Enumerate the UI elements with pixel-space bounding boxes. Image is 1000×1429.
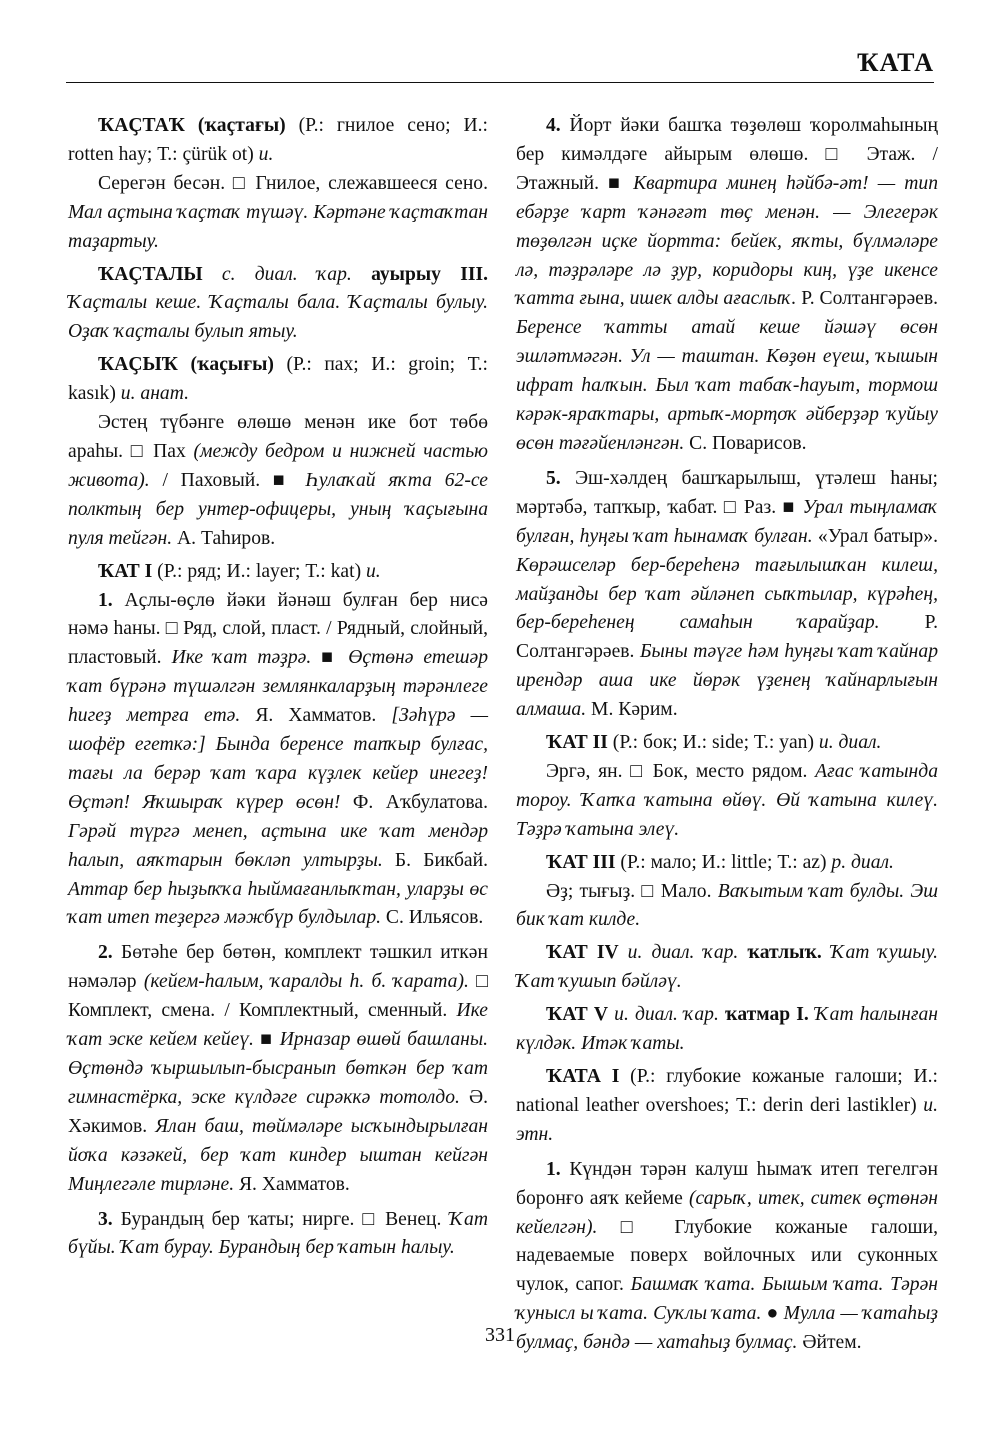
example: [Зәһүрә — шофёр егеткә:] Бында беренсе тапҡыр булғас, тағы ла берәр ҡат ҡара күҙлек кейер инегеҙ! Өҫтәп! Яҡшыраҡ күрер өсөн! xyxy=(68,705,488,813)
sense-3 xyxy=(68,1206,488,1264)
sense-number: 1. xyxy=(546,1158,561,1180)
citation: А. Таһиров. xyxy=(172,527,276,549)
gloss: (сарыҡ, итек, ситек өҫтөнән кейелгән). xyxy=(516,1187,938,1238)
example: Мулла — ҡатаһыҙ булмаҫ, бәндә — хатаһыҙ булмаҫ. xyxy=(516,1303,938,1354)
example: Беренсе ҡатты атай кеше йәшәү өсөн эшләтмәгән. Ул — таштан. Көҙөн еүеш, ҡышын ифрат һалҡын. Был ҡат табаҡ-һауыт, тормош кәрәк-яраҡтары, артыҡ-морҭоҡ әйберҙәр ҡуйыу өсөн тәғәйенләнгән. xyxy=(516,317,938,454)
citation: С. Поварисов. xyxy=(684,432,807,454)
pos-label: и. диал. ҡар. xyxy=(618,942,748,964)
citation: Әйтем. xyxy=(797,1332,862,1354)
definition xyxy=(516,758,938,845)
pos-label: и. анат. xyxy=(120,383,189,405)
definition-text: □ Глубокие кожаные галоши, надеваемые поверх войлочных или суконных чулок, сапог. xyxy=(516,1216,938,1296)
headword: ҠАТ I xyxy=(98,560,153,582)
citation: «Урал батыр». xyxy=(812,525,938,547)
entry-qata-1 xyxy=(516,1063,938,1150)
example: Ҡаҫталы кеше. Ҡаҫталы бала. Ҡаҫталы булыу. Оҙаҡ ҡаҫталы булып ятыу. xyxy=(68,292,488,343)
right-column xyxy=(516,112,938,1358)
etymology: (Р.: глубокие кожаные галоши; И.: national leather overshoes; Т.: derin deri lastikler) xyxy=(516,1066,938,1116)
cross-reference: ауырыу III. xyxy=(371,263,488,285)
definition-text: Йорт йәки башҡа төҙөлөш ҡоролмаһының бер кимәлдәге айырым өлөшө. □ Этаж. / Этажный. ■ xyxy=(516,115,938,194)
etymology: (Р.: бок; И.: side; Т.: yan) xyxy=(607,732,819,754)
example: Ҡат ҡушыу. Ҡат ҡушып бәйләү. xyxy=(516,942,938,993)
citation: С. Ильясов. xyxy=(381,907,484,929)
sense-5 xyxy=(516,465,938,725)
citation: М. Кәрим. xyxy=(586,699,678,721)
pos-label: р. диал. xyxy=(831,851,894,873)
example: Урал тыңламаҡ булған, һуңғы ҡат һынамаҡ булған. xyxy=(516,496,938,547)
citation: Ә. Хәкимов. xyxy=(68,1086,488,1137)
etymology: (Р.: пах; И.: groin; Т.: kasık) xyxy=(68,354,488,405)
headword: ҠАТ II xyxy=(546,732,608,754)
example: Мал аҫтына ҡаҫтаҡ түшәү. Кәртәне ҡаҫтаҡтан таҙартыу. xyxy=(68,201,488,252)
sense-number: 1. xyxy=(98,589,113,611)
pos-label: и. xyxy=(258,143,274,165)
headword: ҠАТ III xyxy=(546,851,616,873)
example: Аттар бер һыҙыҡҡа һыймағанлыҡтан, уларҙы өс ҡат итеп теҙергә мәжбүр булдылар. xyxy=(68,878,488,929)
page-number: 331 xyxy=(485,1324,515,1346)
example: Көрәшселәр бер-береһенә тағылышҡан килеш, майҙанды бер ҡат әйләнеп сыҡтылар, күрәһең, бер-береһенең самаһын ҡарайҙар. xyxy=(516,554,938,634)
entry-qat-3 xyxy=(516,849,938,878)
pos-label: и. диал. ҡар. xyxy=(608,1004,725,1026)
sense-number: 4. xyxy=(546,115,561,136)
entry-qastaq xyxy=(68,112,488,170)
example: Ҡат бүйы. Ҡат бурау. Бурандың бер ҡатын һалыу. xyxy=(68,1208,488,1259)
definition-text: Бөтәһе бер бөтөн, комплект тәшкил иткән нәмәләр xyxy=(68,942,488,993)
cross-reference: ҡатмар I. xyxy=(725,1004,809,1026)
separator: ■ xyxy=(311,647,349,669)
sense-2 xyxy=(68,939,488,1199)
pos-label: и. xyxy=(366,560,381,582)
sense-1 xyxy=(68,587,488,934)
citation: Я. Хамматов. xyxy=(240,705,392,727)
entry-qat-1 xyxy=(68,558,488,587)
sense-number: 2. xyxy=(98,942,113,964)
example: Квартира минең һәйбә-әт! — тип ебәрҙе ҡарт ҡәнәғәт төҫ менән. — Элегерәк төҙөлгән иҫке йортта: бейек, яҡты, бүлмәләре лә, тәҙрәләре лә ҙур, коридоры киң, үҙе икенсе ҡатта ғына, ишек алды ағаслыҡ. xyxy=(516,172,938,310)
example: Ағас ҡатында тороу. Ҡапҡа ҡатына өйөү. Өй ҡатына килеү. Тәҙрә ҡатына элеү. xyxy=(516,760,938,840)
headword: ҠАҪЫҠ (ҡаҫығы) xyxy=(98,354,274,376)
headword: ҠАТ IV xyxy=(546,942,619,964)
sense-4 xyxy=(516,112,938,459)
left-column xyxy=(68,112,488,1263)
definition-text: Бурандың бер ҡаты; нирге. □ Венец. xyxy=(112,1208,450,1230)
gloss: (кейем-һалым, ҡаралды һ. б. ҡарата). xyxy=(143,971,469,993)
example: Һулаҡай яҡта 62-се полктың бер унтер-офицеры, уның ҡаҫығына пуля тейгән. xyxy=(68,469,488,549)
etymology: (Р.: мало; И.: little; Т.: az) xyxy=(615,851,832,873)
pos-label: и. диал. xyxy=(818,732,882,754)
etymology: (Р.: гнилое сено; И.: rotten hay; Т.: çürük ot) xyxy=(68,115,489,165)
citation: Я. Хамматов. xyxy=(234,1173,350,1195)
citation: Р. Солтангәрәев. xyxy=(796,288,938,310)
running-head: ҠАТА xyxy=(857,48,934,77)
example: Өҫтөнә етешәр ҡат бүрәнә түшәлгән землянкаларҙың тәрәнлеге һигеҙ метрға етә. xyxy=(68,647,488,727)
gloss: (между бедром и нижней частью живота). xyxy=(68,440,488,491)
example: Ике ҡат эске кейем кейеү. xyxy=(68,1000,488,1051)
entry-qastaly xyxy=(68,261,488,348)
sense-number: 5. xyxy=(546,467,561,489)
definition-text: Әҙ; тығыҙ. □ Мало. xyxy=(546,880,718,902)
definition-text: Эргә, ян. □ Бок, место рядом. xyxy=(546,760,816,782)
sense-number: 3. xyxy=(98,1208,113,1230)
definition xyxy=(68,170,488,257)
headword: ҠАҪТАҠ (ҡаҫтағы) xyxy=(98,115,286,136)
example: Ҡат һалынған күлдәк. Итәк ҡаты. xyxy=(516,1004,939,1055)
headword: ҠАТА I xyxy=(546,1066,620,1087)
entry-qat-2 xyxy=(516,729,938,758)
example: Ваҡытым ҡат булды. Эш бик ҡат килде. xyxy=(516,880,938,931)
example: Ике ҡат тәҙрә. xyxy=(171,647,312,669)
example: Гәрәй түргә менеп, аҫтына ике ҡат мендәр һалып, аяҡтарын бөкләп ултырҙы. xyxy=(68,820,488,871)
separator: ● xyxy=(761,1303,784,1325)
definition-text: Аҫлы-өҫлө йәки йәнәш булған бер нисә нәмә һаны. □ Ряд, слой, пласт. / Рядный, слойный, пластовый. xyxy=(68,589,488,669)
definition-text: / Паховый. ■ xyxy=(149,469,306,491)
entry-qat-5 xyxy=(516,1001,938,1059)
entry-qasyq xyxy=(68,351,488,409)
entry-qat-4 xyxy=(516,939,938,997)
definition-text: Күндән тәрән калуш һымаҡ итеп тегелгән боронғо аяҡ кейеме xyxy=(516,1158,938,1209)
headword: ҠАҪТАЛЫ xyxy=(98,263,203,285)
pos-label: с. диал. ҡар. xyxy=(202,263,372,285)
definition xyxy=(516,878,938,936)
definition-text: □ Комплект, смена. / Комплектный, сменный. xyxy=(68,971,488,1022)
headword: ҠАТ V xyxy=(546,1004,609,1026)
citation: Б. Бикбай. xyxy=(382,849,489,871)
definition xyxy=(68,409,488,554)
definition-text: Эстең түбәнге өлөшө менән ике бот төбө араһы. □ Пах xyxy=(68,412,488,462)
example: Ирназар өшөй башланы. Өҫтөндә ҡыршылып-бысранып бөткән бер ҡат гимнастёрка, эске күлдәге сирәккә тотолдо. xyxy=(68,1029,489,1108)
definition-text: Эш-хәлдең башҡарылыш, үтәлеш һаны; мәртәбә, тапҡыр, ҡабат. □ Раз. ■ xyxy=(516,467,938,518)
example: Быны тәүге һәм һуңғы ҡат ҡайнар ирендәр аша ике йөрәк үҙенең ҡайнарлығын алмаша. xyxy=(516,641,938,721)
citation: Р. Солтангәрәев. xyxy=(516,612,938,663)
header-rule xyxy=(66,82,934,83)
pos-label: и. этн. xyxy=(516,1094,938,1145)
etymology: (Р.: ряд; И.: layer; Т.: kat) xyxy=(152,560,366,582)
example: Ялан баш, төймәләре ысҡындырылған йоҡа кәзәкей, бер ҡат киндер ыштан кейгән Миңлегәле тирләне. xyxy=(68,1115,488,1195)
definition-text: Серегән бесән. □ Гнилое, слежавшееся сено. xyxy=(98,172,488,194)
citation: Ф. Аҡбулатова. xyxy=(340,791,488,813)
example: Башмаҡ ҡата. Бышым ҡата. Тәрән ҡунысл ы ҡата. Суҡлы ҡата. xyxy=(516,1274,938,1325)
cross-reference: ҡатлыҡ. xyxy=(747,942,822,964)
separator: ■ xyxy=(253,1029,280,1051)
